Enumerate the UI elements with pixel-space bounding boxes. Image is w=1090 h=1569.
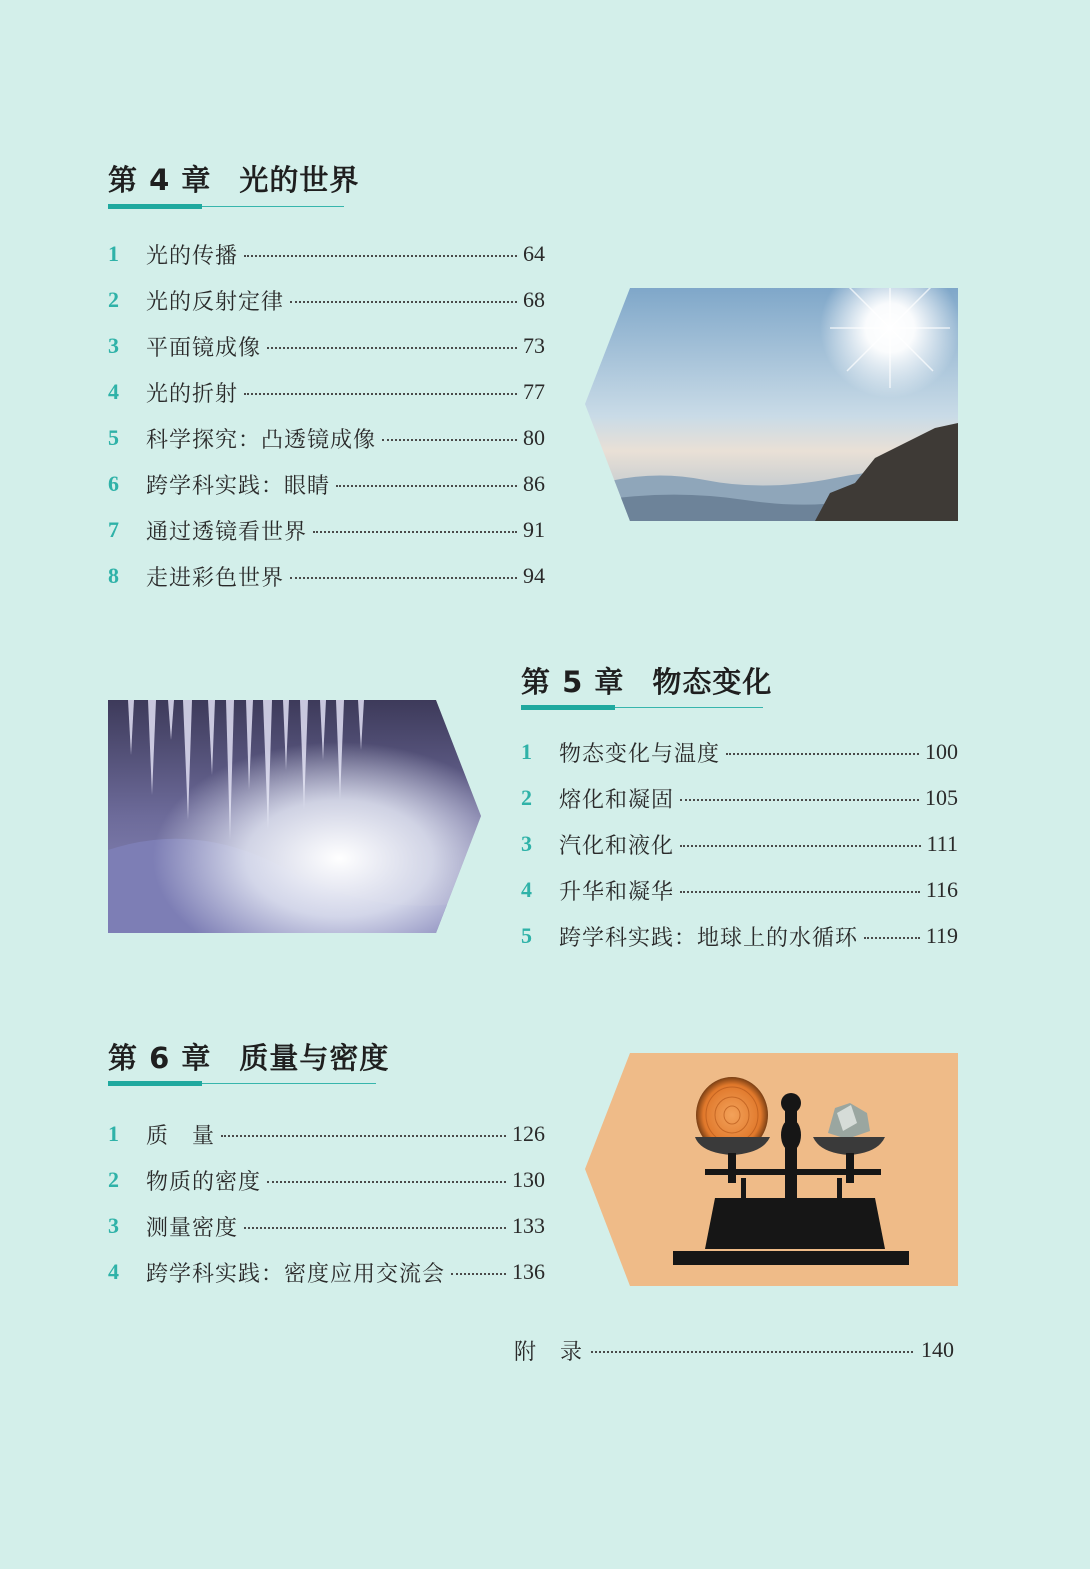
toc-item-number: 4: [108, 379, 119, 404]
toc-item-page: 126: [512, 1121, 545, 1146]
toc-item-page: 111: [926, 831, 958, 856]
toc-item[interactable]: [108, 1164, 545, 1196]
toc-item-page: 86: [523, 471, 545, 496]
dot-leader: [290, 577, 517, 579]
chapter-5-label: 第 5 章: [521, 665, 625, 699]
toc-item-number: 2: [108, 287, 119, 312]
toc-item[interactable]: [521, 782, 958, 814]
toc-item-number: 2: [521, 785, 532, 810]
dot-leader: [451, 1273, 506, 1275]
dot-leader: [244, 393, 517, 395]
toc-item-title: 汽化和液化: [559, 833, 675, 859]
toc-item-title: 跨学科实践：眼睛: [146, 473, 331, 499]
appendix-title: 附 录: [514, 1339, 584, 1365]
dot-leader: [221, 1135, 506, 1137]
toc-item[interactable]: [108, 376, 545, 408]
toc-item-number: 3: [108, 333, 119, 358]
chapter-5-underline: [521, 707, 763, 708]
toc-item-title: 物质的密度: [146, 1169, 262, 1195]
toc-item[interactable]: [521, 920, 958, 952]
toc-item-number: 4: [521, 877, 532, 902]
toc-item[interactable]: [108, 238, 545, 270]
toc-item-title: 光的传播: [146, 243, 239, 269]
toc-item-title: 通过透镜看世界: [146, 519, 308, 545]
toc-item-title: 升华和凝华: [559, 879, 675, 905]
toc-item-title: 跨学科实践：地球上的水循环: [559, 925, 859, 951]
toc-item-number: 4: [108, 1259, 119, 1284]
appendix-entry[interactable]: [514, 1334, 954, 1366]
toc-item[interactable]: [108, 422, 545, 454]
toc-item-number: 8: [108, 563, 119, 588]
toc-item-number: 2: [108, 1167, 119, 1192]
dot-leader: [244, 255, 517, 257]
toc-item[interactable]: [108, 330, 545, 362]
toc-item-number: 6: [108, 471, 119, 496]
chapter-4-toc: [108, 238, 545, 598]
toc-item-page: 100: [925, 739, 958, 764]
toc-item[interactable]: [108, 1210, 545, 1242]
toc-item-number: 5: [108, 425, 119, 450]
toc-item-page: 130: [512, 1167, 545, 1192]
toc-item-title: 跨学科实践：密度应用交流会: [146, 1261, 446, 1287]
dot-leader: [680, 891, 920, 893]
toc-item[interactable]: [108, 1256, 545, 1288]
toc-item-number: 3: [521, 831, 532, 856]
toc-item-title: 光的折射: [146, 381, 239, 407]
toc-item-number: 1: [521, 739, 532, 764]
chapter-4-title: [108, 158, 359, 199]
dot-leader: [267, 347, 517, 349]
toc-item[interactable]: [521, 828, 958, 860]
toc-item-title: 走进彩色世界: [146, 565, 285, 591]
chapter-6-toc: [108, 1118, 545, 1288]
chapter-5-name: 物态变化: [652, 665, 773, 699]
dot-leader: [336, 485, 517, 487]
toc-item[interactable]: [108, 284, 545, 316]
chapter-6-label: 第 6 章: [108, 1041, 212, 1075]
balance-scale-image: [585, 1053, 958, 1286]
dot-leader: [680, 799, 919, 801]
toc-item-page: 77: [523, 379, 545, 404]
chapter-5-toc: [521, 736, 958, 956]
dot-leader: [313, 531, 517, 533]
dot-leader: [267, 1181, 506, 1183]
toc-item-title: 质 量: [146, 1123, 216, 1149]
toc-item-title: 平面镜成像: [146, 335, 262, 361]
toc-item-number: 1: [108, 1121, 119, 1146]
dot-leader: [591, 1351, 913, 1353]
dot-leader: [680, 845, 921, 847]
chapter-6-name: 质量与密度: [239, 1041, 390, 1075]
chapter-6-underline: [108, 1083, 376, 1084]
chapter-5-title: [521, 660, 772, 701]
dot-leader: [726, 753, 919, 755]
toc-item-page: 105: [925, 785, 958, 810]
toc-item-title: 熔化和凝固: [559, 787, 675, 813]
toc-item-number: 3: [108, 1213, 119, 1238]
appendix-page: 140: [921, 1337, 954, 1362]
toc-item-page: 136: [512, 1259, 545, 1284]
toc-item[interactable]: [521, 736, 958, 768]
toc-item-title: 科学探究：凸透镜成像: [146, 427, 377, 453]
toc-item-number: 7: [108, 517, 119, 542]
toc-item-page: 80: [523, 425, 545, 450]
toc-item-number: 5: [521, 923, 532, 948]
chapter-4-name: 光的世界: [239, 163, 360, 197]
toc-item[interactable]: [108, 514, 545, 546]
toc-item[interactable]: [521, 874, 958, 906]
toc-item[interactable]: [108, 560, 545, 592]
toc-item-page: 68: [523, 287, 545, 312]
toc-item-title: 物态变化与温度: [559, 741, 721, 767]
toc-item-page: 94: [523, 563, 545, 588]
icicles-image: [108, 700, 481, 933]
chapter-4-underline: [108, 206, 344, 207]
dot-leader: [382, 439, 517, 441]
toc-item[interactable]: [108, 1118, 545, 1150]
toc-item-page: 133: [512, 1213, 545, 1238]
chapter-6-title: [108, 1036, 389, 1077]
toc-item-page: 73: [523, 333, 545, 358]
toc-item[interactable]: [108, 468, 545, 500]
toc-item-page: 91: [523, 517, 545, 542]
toc-item-number: 1: [108, 241, 119, 266]
sky-sun-image: [585, 288, 958, 521]
toc-item-page: 64: [523, 241, 545, 266]
toc-item-title: 光的反射定律: [146, 289, 285, 315]
toc-item-title: 测量密度: [146, 1215, 239, 1241]
dot-leader: [864, 937, 920, 939]
toc-item-page: 119: [925, 923, 958, 948]
chapter-4-label: 第 4 章: [108, 163, 212, 197]
toc-item-page: 116: [925, 877, 958, 902]
dot-leader: [244, 1227, 506, 1229]
dot-leader: [290, 301, 517, 303]
